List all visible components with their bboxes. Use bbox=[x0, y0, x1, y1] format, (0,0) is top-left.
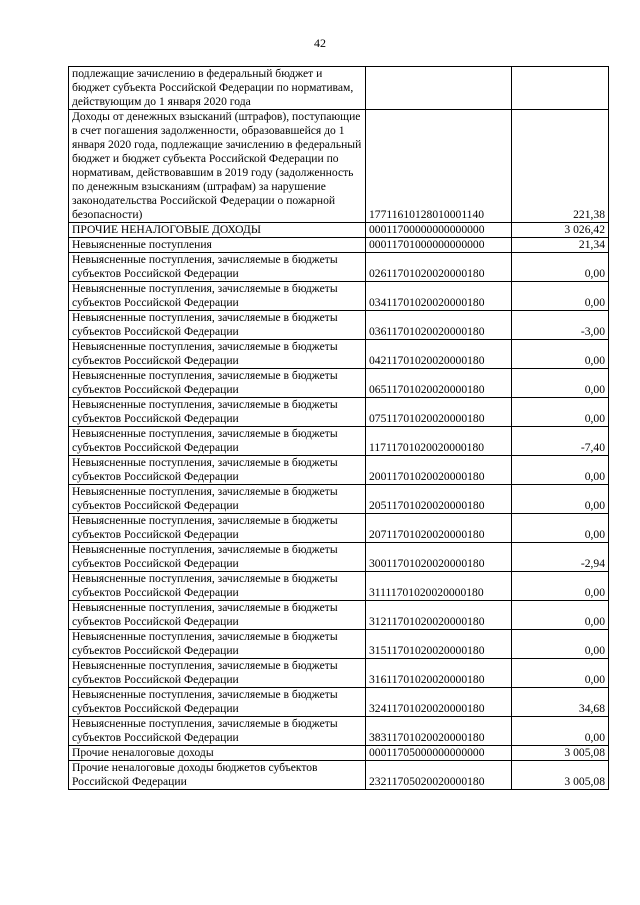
row-name-cell: Невыясненные поступления, зачисляемые в бюджеты субъектов Российской Федерации bbox=[69, 717, 366, 746]
row-code-cell: 31611701020020000180 bbox=[366, 659, 512, 688]
row-code-cell: 04211701020020000180 bbox=[366, 340, 512, 369]
table-row bbox=[69, 340, 609, 369]
row-name-cell: Невыясненные поступления bbox=[69, 238, 366, 253]
row-amount-cell: 0,00 bbox=[512, 659, 609, 688]
row-name-cell: Невыясненные поступления, зачисляемые в бюджеты субъектов Российской Федерации bbox=[69, 398, 366, 427]
row-amount-cell: -3,00 bbox=[512, 311, 609, 340]
row-amount-cell: 0,00 bbox=[512, 456, 609, 485]
row-amount-cell: 0,00 bbox=[512, 514, 609, 543]
row-amount-cell: 21,34 bbox=[512, 238, 609, 253]
row-amount-cell: 0,00 bbox=[512, 253, 609, 282]
table-row bbox=[69, 630, 609, 659]
table-row bbox=[69, 369, 609, 398]
row-name-cell: Невыясненные поступления, зачисляемые в бюджеты субъектов Российской Федерации bbox=[69, 427, 366, 456]
row-amount-cell: 34,68 bbox=[512, 688, 609, 717]
page-number: 42 bbox=[314, 36, 326, 50]
table-row bbox=[69, 110, 609, 223]
row-name-cell: Невыясненные поступления, зачисляемые в бюджеты субъектов Российской Федерации bbox=[69, 311, 366, 340]
row-code-cell: 11711701020020000180 bbox=[366, 427, 512, 456]
row-amount-cell: 0,00 bbox=[512, 282, 609, 311]
row-amount-cell: -7,40 bbox=[512, 427, 609, 456]
row-name-cell: Невыясненные поступления, зачисляемые в бюджеты субъектов Российской Федерации bbox=[69, 659, 366, 688]
row-code-cell: 06511701020020000180 bbox=[366, 369, 512, 398]
row-amount-cell: 3 026,42 bbox=[512, 223, 609, 238]
row-code-cell: 00011700000000000000 bbox=[366, 223, 512, 238]
row-name-cell: ПРОЧИЕ НЕНАЛОГОВЫЕ ДОХОДЫ bbox=[69, 223, 366, 238]
row-code-cell: 07511701020020000180 bbox=[366, 398, 512, 427]
row-code-cell: 31111701020020000180 bbox=[366, 572, 512, 601]
revenue-table bbox=[68, 66, 609, 790]
row-code-cell: 00011705000000000000 bbox=[366, 746, 512, 761]
table-row bbox=[69, 514, 609, 543]
row-code-cell: 00011701000000000000 bbox=[366, 238, 512, 253]
row-code-cell: 03611701020020000180 bbox=[366, 311, 512, 340]
table-row bbox=[69, 238, 609, 253]
table-row bbox=[69, 601, 609, 630]
row-name-cell: Доходы от денежных взысканий (штрафов), поступающие в счет погашения задолженности, образовавшейся до 1 января 2020 года, подлежащие зачислению в федеральный бюджет и бюджет субъекта Российской Федерации по нормативам, действовавшим в 2019 году (задолженность по денежным взысканиям (штрафам) за нарушение законодательства Российской Федерации о пожарной безопасности) bbox=[69, 110, 366, 223]
row-code-cell: 20511701020020000180 bbox=[366, 485, 512, 514]
row-code-cell: 03411701020020000180 bbox=[366, 282, 512, 311]
row-amount-cell bbox=[512, 67, 609, 110]
row-amount-cell: 0,00 bbox=[512, 630, 609, 659]
row-amount-cell: 3 005,08 bbox=[512, 746, 609, 761]
row-name-cell: Невыясненные поступления, зачисляемые в бюджеты субъектов Российской Федерации bbox=[69, 253, 366, 282]
table-row bbox=[69, 67, 609, 110]
table-row bbox=[69, 253, 609, 282]
row-amount-cell: 0,00 bbox=[512, 572, 609, 601]
row-name-cell: Невыясненные поступления, зачисляемые в бюджеты субъектов Российской Федерации bbox=[69, 630, 366, 659]
row-code-cell: 23211705020020000180 bbox=[366, 761, 512, 790]
table-row bbox=[69, 456, 609, 485]
row-amount-cell: 3 005,08 bbox=[512, 761, 609, 790]
row-amount-cell: 0,00 bbox=[512, 398, 609, 427]
table-row bbox=[69, 659, 609, 688]
row-code-cell: 32411701020020000180 bbox=[366, 688, 512, 717]
row-name-cell: Прочие неналоговые доходы бюджетов субъектов Российской Федерации bbox=[69, 761, 366, 790]
row-amount-cell: 0,00 bbox=[512, 369, 609, 398]
row-code-cell: 30011701020020000180 bbox=[366, 543, 512, 572]
row-code-cell: 38311701020020000180 bbox=[366, 717, 512, 746]
row-name-cell: Прочие неналоговые доходы bbox=[69, 746, 366, 761]
row-amount-cell: -2,94 bbox=[512, 543, 609, 572]
row-code-cell bbox=[366, 67, 512, 110]
table-row bbox=[69, 572, 609, 601]
row-amount-cell: 0,00 bbox=[512, 601, 609, 630]
row-name-cell: Невыясненные поступления, зачисляемые в бюджеты субъектов Российской Федерации bbox=[69, 514, 366, 543]
row-code-cell: 20711701020020000180 bbox=[366, 514, 512, 543]
table-row bbox=[69, 717, 609, 746]
row-amount-cell: 221,38 bbox=[512, 110, 609, 223]
row-amount-cell: 0,00 bbox=[512, 485, 609, 514]
table-row bbox=[69, 223, 609, 238]
table-row bbox=[69, 761, 609, 790]
row-name-cell: Невыясненные поступления, зачисляемые в бюджеты субъектов Российской Федерации bbox=[69, 282, 366, 311]
table-row bbox=[69, 311, 609, 340]
row-name-cell: подлежащие зачислению в федеральный бюджет и бюджет субъекта Российской Федерации по нормативам, действующим до 1 января 2020 года bbox=[69, 67, 366, 110]
row-name-cell: Невыясненные поступления, зачисляемые в бюджеты субъектов Российской Федерации bbox=[69, 543, 366, 572]
revenue-table-body bbox=[69, 67, 609, 790]
row-name-cell: Невыясненные поступления, зачисляемые в бюджеты субъектов Российской Федерации bbox=[69, 688, 366, 717]
row-name-cell: Невыясненные поступления, зачисляемые в бюджеты субъектов Российской Федерации bbox=[69, 601, 366, 630]
row-name-cell: Невыясненные поступления, зачисляемые в бюджеты субъектов Российской Федерации bbox=[69, 572, 366, 601]
table-row bbox=[69, 427, 609, 456]
row-code-cell: 20011701020020000180 bbox=[366, 456, 512, 485]
row-code-cell: 02611701020020000180 bbox=[366, 253, 512, 282]
row-code-cell: 17711610128010001140 bbox=[366, 110, 512, 223]
table-row bbox=[69, 398, 609, 427]
table-row bbox=[69, 282, 609, 311]
row-name-cell: Невыясненные поступления, зачисляемые в бюджеты субъектов Российской Федерации bbox=[69, 485, 366, 514]
row-name-cell: Невыясненные поступления, зачисляемые в бюджеты субъектов Российской Федерации bbox=[69, 340, 366, 369]
row-code-cell: 31211701020020000180 bbox=[366, 601, 512, 630]
table-row bbox=[69, 485, 609, 514]
row-amount-cell: 0,00 bbox=[512, 717, 609, 746]
row-amount-cell: 0,00 bbox=[512, 340, 609, 369]
table-row bbox=[69, 746, 609, 761]
table-row bbox=[69, 688, 609, 717]
row-name-cell: Невыясненные поступления, зачисляемые в бюджеты субъектов Российской Федерации bbox=[69, 456, 366, 485]
row-name-cell: Невыясненные поступления, зачисляемые в бюджеты субъектов Российской Федерации bbox=[69, 369, 366, 398]
table-row bbox=[69, 543, 609, 572]
row-code-cell: 31511701020020000180 bbox=[366, 630, 512, 659]
